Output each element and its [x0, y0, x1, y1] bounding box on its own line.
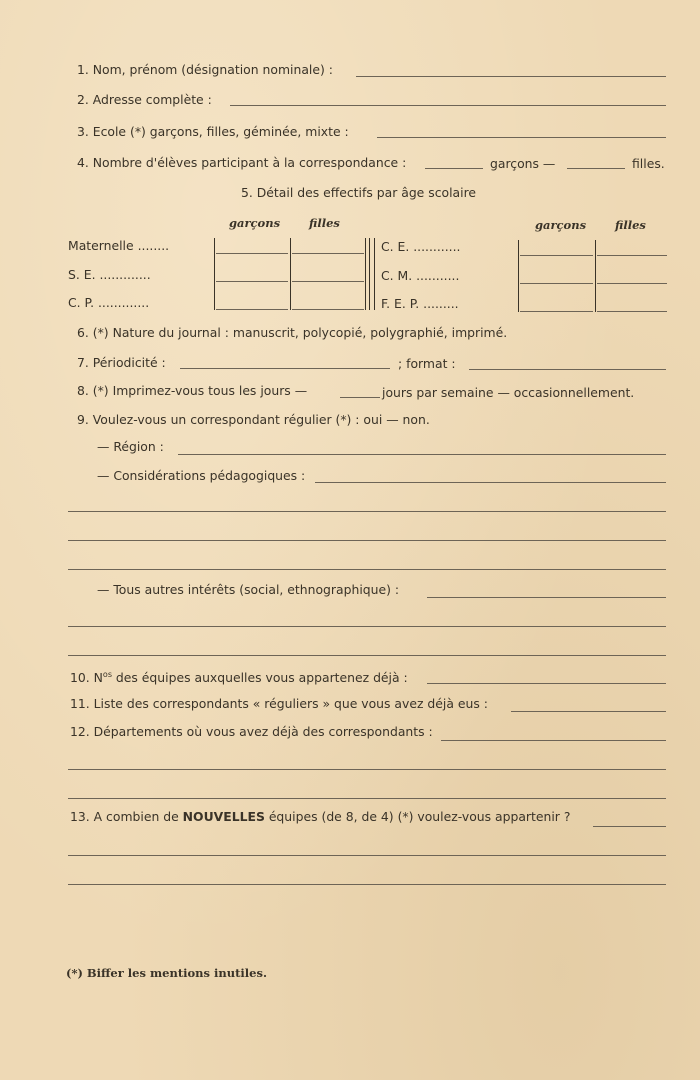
q9-peda-field[interactable] [315, 482, 666, 483]
q9-other-label: — Tous autres intérêts (social, ethnographique) : [97, 582, 400, 597]
footnote: (*) Biffer les mentions inutiles. [66, 966, 267, 980]
cell-se-boys[interactable] [216, 281, 288, 282]
q10-text: des équipes auxquelles vous appartenez déjà : [111, 670, 408, 686]
q4-girls-label: filles. [632, 156, 665, 171]
row-maternelle: Maternelle ........ [68, 238, 170, 253]
q12-label: 12. Départements où vous avez déjà des correspondants : [70, 724, 433, 739]
q8-days-field[interactable] [340, 397, 380, 398]
left-boys-header: garçons [229, 216, 281, 230]
q10-label [70, 667, 408, 686]
cell-fep-girls[interactable] [597, 311, 667, 312]
grid-bar [595, 240, 596, 312]
left-girls-header: filles [309, 216, 340, 230]
q10-field[interactable] [427, 683, 666, 684]
grid-bar [518, 240, 519, 312]
q7-periodicity-field[interactable] [180, 368, 390, 369]
right-boys-header: garçons [535, 218, 587, 232]
cell-se-girls[interactable] [292, 281, 364, 282]
q9-region-field[interactable] [178, 454, 666, 455]
cell-maternelle-girls[interactable] [292, 253, 364, 254]
cell-cm-girls[interactable] [597, 283, 667, 284]
grid-bar [290, 238, 291, 310]
grid-bar [374, 238, 375, 310]
cell-ce-boys[interactable] [520, 255, 593, 256]
q2-field[interactable] [230, 105, 666, 106]
q7-format-label: ; format : [398, 356, 456, 371]
q13-label [70, 809, 570, 825]
cell-cm-boys[interactable] [520, 283, 593, 284]
cell-maternelle-boys[interactable] [216, 253, 288, 254]
q9-peda-line[interactable] [68, 511, 666, 512]
q13-line[interactable] [68, 884, 666, 885]
cell-cp-girls[interactable] [292, 309, 364, 310]
q9-label: 9. Voulez-vous un correspondant régulier (*) : oui — non. [77, 412, 430, 427]
q10-superscript: os [102, 670, 112, 679]
q9-peda-line[interactable] [68, 569, 666, 570]
q9-other-line[interactable] [68, 655, 666, 656]
q9-other-field[interactable] [427, 597, 666, 598]
q12-line[interactable] [68, 798, 666, 799]
q13-pre: 13. A combien de [70, 809, 183, 824]
right-girls-header: filles [615, 218, 646, 232]
q10-number: 10. N [70, 670, 103, 686]
q13-line[interactable] [68, 855, 666, 856]
q4-label: 4. Nombre d'élèves participant à la correspondance : [77, 155, 407, 170]
grid-bar [365, 238, 366, 310]
q7-label: 7. Périodicité : [77, 355, 166, 370]
row-cm: C. M. ........... [381, 268, 460, 283]
q12-field[interactable] [441, 740, 666, 741]
grid-bar [369, 238, 370, 310]
q9-other-line[interactable] [68, 626, 666, 627]
grid-bar [214, 238, 215, 310]
cell-cp-boys[interactable] [216, 309, 288, 310]
q13-bold: NOUVELLES [182, 809, 265, 824]
q4-girls-field[interactable] [567, 168, 625, 169]
cell-fep-boys[interactable] [520, 311, 593, 312]
q8-rest: jours par semaine — occasionnellement. [382, 385, 635, 400]
q1-label: 1. Nom, prénom (désignation nominale) : [77, 62, 333, 77]
q8-label: 8. (*) Imprimez-vous tous les jours — [77, 383, 308, 398]
q12-line[interactable] [68, 769, 666, 770]
q11-label: 11. Liste des correspondants « réguliers » que vous avez déjà eus : [70, 696, 488, 711]
row-fep: F. E. P. ......... [381, 296, 459, 311]
row-cp: C. P. ............. [68, 295, 150, 310]
q9-region-label: — Région : [97, 439, 164, 454]
q13-post: équipes (de 8, de 4) (*) voulez-vous appartenir ? [264, 809, 571, 824]
q5-title: 5. Détail des effectifs par âge scolaire [241, 185, 477, 200]
q4-boys-field[interactable] [425, 168, 483, 169]
q9-peda-label: — Considérations pédagogiques : [97, 468, 306, 483]
q11-field[interactable] [511, 711, 666, 712]
q9-peda-line[interactable] [68, 540, 666, 541]
q6-label: 6. (*) Nature du journal : manuscrit, polycopié, polygraphié, imprimé. [77, 325, 508, 340]
q1-field[interactable] [356, 76, 666, 77]
row-ce: C. E. ............ [381, 239, 461, 254]
q3-label: 3. Ecole (*) garçons, filles, géminée, mixte : [77, 124, 349, 139]
q4-boys-label: garçons — [490, 156, 556, 171]
q7-format-field[interactable] [469, 369, 666, 370]
q13-field[interactable] [593, 826, 666, 827]
q2-label: 2. Adresse complète : [77, 92, 212, 107]
cell-ce-girls[interactable] [597, 255, 667, 256]
q3-field[interactable] [377, 137, 666, 138]
row-se: S. E. ............. [68, 267, 151, 282]
